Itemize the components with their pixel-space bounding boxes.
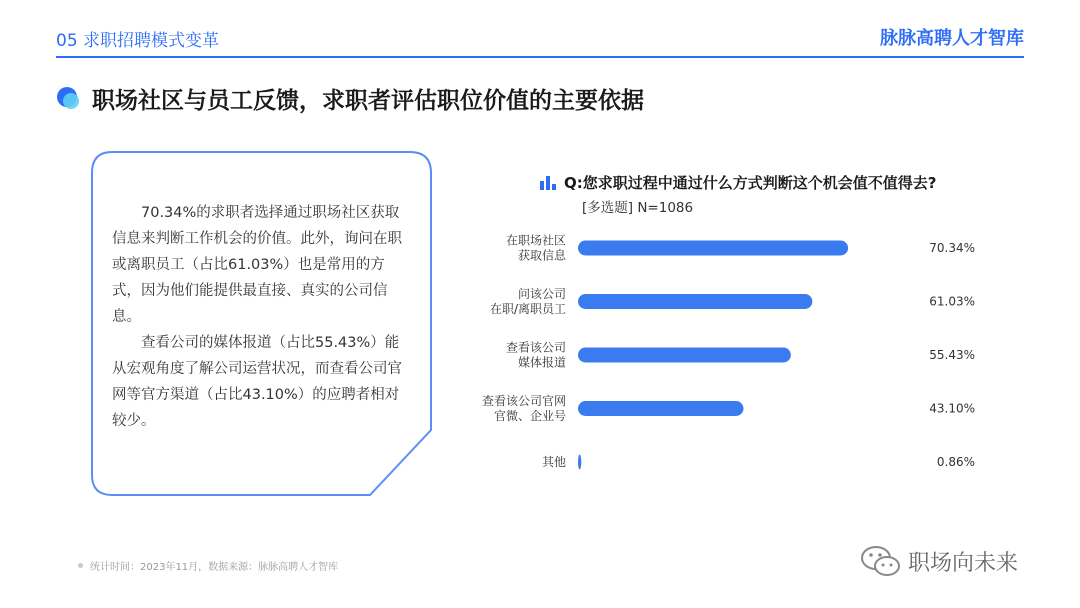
category-label: 其他 <box>541 455 566 469</box>
bar <box>578 241 848 256</box>
category-label: 问该公司在职/离职员工 <box>489 287 566 316</box>
section-title: 05 求职招聘模式变革 <box>56 31 220 51</box>
value-label: 0.86% <box>936 455 975 469</box>
bar <box>578 348 791 363</box>
footer-source: 统计时间：2023年11月，数据来源：脉脉高聘人才智库 <box>90 562 339 573</box>
bar <box>578 294 812 309</box>
chart-title: Q:您求职过程中通过什么方式判断这个机会值不值得去? <box>564 174 937 192</box>
value-label: 55.43% <box>929 348 975 362</box>
bar-chart <box>430 225 1010 485</box>
value-label: 70.34% <box>929 241 975 255</box>
title-bubble-icon <box>56 86 80 110</box>
value-label: 43.10% <box>929 401 975 416</box>
bar-chart-icon <box>540 174 558 190</box>
value-label: 61.03% <box>929 294 975 309</box>
summary-paragraph-2: 查看公司的媒体报道（占比55.43%）能从宏观角度了解公司运营状况，而查看公司官网等官方渠道（占比43.10%）的应聘者相对较少。 <box>112 335 402 429</box>
header-divider <box>56 56 1024 58</box>
bar <box>578 455 581 470</box>
chart-subtitle: [多选题] N=1086 <box>582 200 694 216</box>
watermark-text: 职场向未来 <box>908 551 1019 576</box>
category-label: 查看该公司官网官微、企业号 <box>481 394 566 423</box>
wechat-icon <box>860 544 902 580</box>
footer-bullet <box>78 563 83 568</box>
brand-name: 脉脉高聘人才智库 <box>880 28 1024 49</box>
summary-paragraph-1: 70.34%的求职者选择通过职场社区获取信息来判断工作机会的价值。此外，询问在职或离职员工（占比61.03%）也是常用的方式，因为他们能提供最直接、真实的公司信息。 <box>112 205 402 325</box>
bar <box>578 401 744 416</box>
category-label: 在职场社区获取信息 <box>505 233 566 263</box>
page-title: 职场社区与员工反馈，求职者评估职位价值的主要依据 <box>92 88 644 114</box>
summary-text <box>112 200 412 434</box>
category-label: 查看该公司媒体报道 <box>505 340 566 370</box>
